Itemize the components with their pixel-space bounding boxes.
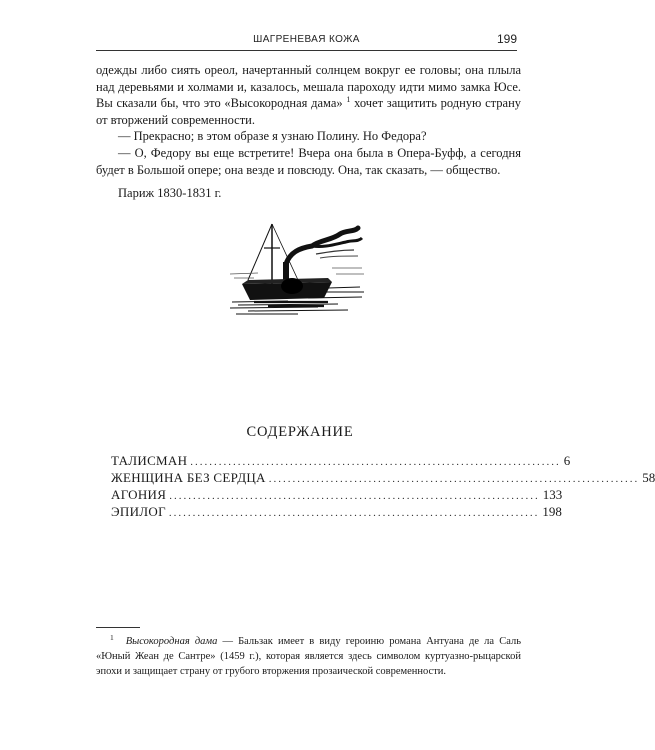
- toc-entry-page: 198: [542, 504, 562, 519]
- paragraph-1: [96, 62, 521, 128]
- toc-entry-page: 58: [642, 470, 655, 485]
- toc-entry[interactable]: [111, 504, 562, 521]
- paragraph-2: — Прекрасно; в этом образе я узнаю Полину. Но Федора?: [118, 129, 427, 144]
- paragraph-3: — О, Федору вы еще встретите! Вчера она была в Опера-Буфф, а сегодня будет в Большой опере; она везде и повсюду. Она, так сказать, — общество.: [96, 145, 521, 177]
- steamboat-engraving-icon: [228, 218, 366, 318]
- running-header: [96, 28, 517, 51]
- toc-entry[interactable]: [111, 470, 655, 487]
- toc-leader-dots: ..............................................................................: [169, 490, 540, 502]
- footnote-term: Высокородная дама: [125, 636, 218, 647]
- toc-entry-label: АГОНИЯ: [111, 487, 167, 502]
- paragraph-1-text: одежды либо сиять ореол, начертанный солнцем вокруг ее головы; она плыла над деревьями и холмами и, казалось, мешала пароходу идти мимо замка Юсе. Вы сказали бы, что это «Высокородная дама»: [96, 63, 521, 111]
- toc-leader-dots: ..............................................................................: [168, 507, 540, 519]
- toc-entry[interactable]: [111, 487, 563, 504]
- toc-entry[interactable]: [111, 453, 571, 470]
- paragraph-1-end: хочет защитить родную страну от вторжений современности.: [96, 96, 522, 127]
- toc-entry-page: 133: [542, 487, 563, 502]
- footnote-rule: [96, 627, 140, 628]
- place-date: Париж 1830-1831 г.: [118, 186, 222, 200]
- table-of-contents: [111, 453, 655, 521]
- page-number: 199: [496, 32, 517, 46]
- toc-entry-label: ЭПИЛОГ: [111, 504, 166, 519]
- toc-leader-dots: ..............................................................................: [268, 473, 640, 485]
- toc-leader-dots: ..............................................................................: [190, 456, 561, 468]
- footnote: [96, 634, 521, 679]
- running-title: ШАГРЕНЕВАЯ КОЖА: [253, 34, 360, 45]
- toc-entry-label: ТАЛИСМАН: [111, 453, 188, 468]
- body-text: [96, 62, 521, 178]
- footnote-ref: 1: [346, 95, 351, 105]
- footnote-text: — Бальзак имеет в виду героиню романа Антуана де ла Саль «Юный Жеан де Сантре» (1459 г.), которая является здесь символом куртуазно-рыцарской эпохи и защищает страну от грубого вторжения прозаической современности.: [96, 636, 521, 677]
- toc-entry-page: 6: [563, 453, 571, 468]
- toc-entry-label: ЖЕНЩИНА БЕЗ СЕРДЦА: [111, 470, 266, 485]
- footnote-number: 1: [110, 632, 114, 642]
- toc-title: СОДЕРЖАНИЕ: [246, 424, 354, 440]
